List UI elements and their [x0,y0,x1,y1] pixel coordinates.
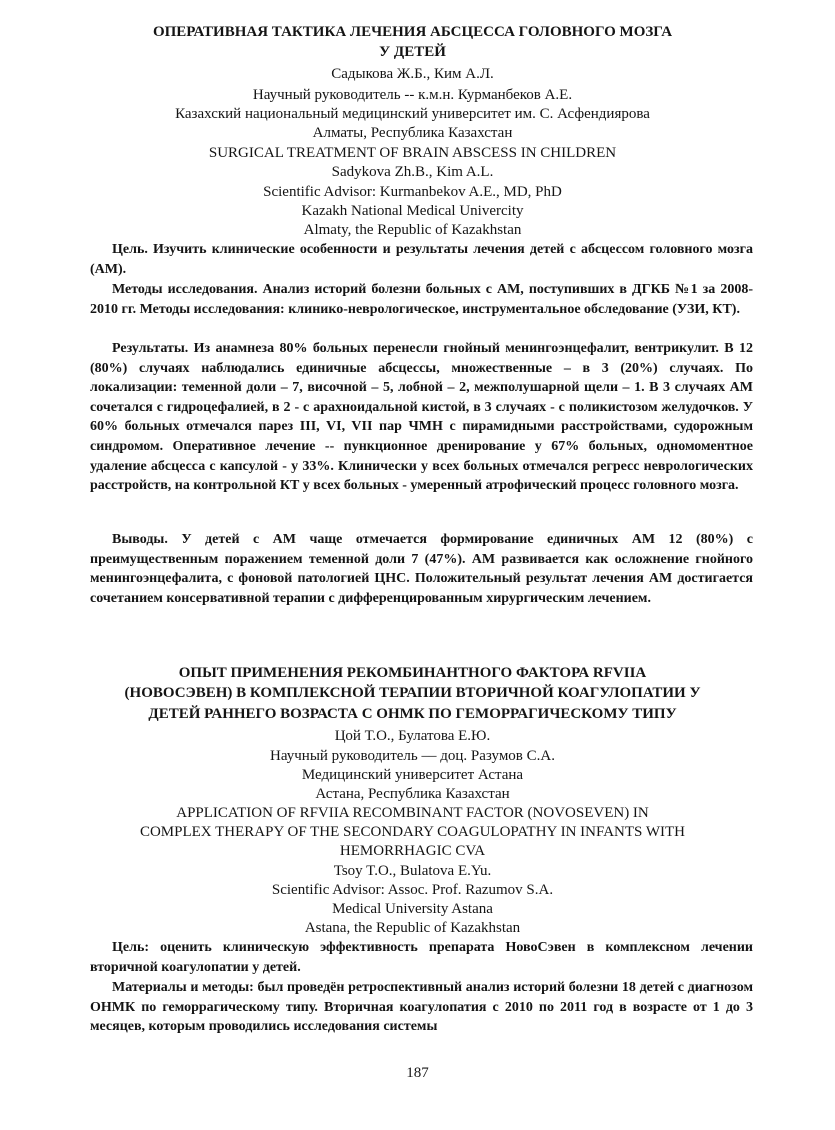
article2-advisor-en: Scientific Advisor: Assoc. Prof. Razumov S.A. [271,882,554,898]
article2-goal-text: Цель: оценить клиническую эффективность препарата НовоСэвен в комплексном лечении вторичной коагулопатии у детей. [90,940,753,975]
article1-title-en: SURGICAL TREATMENT OF BRAIN ABSCESS IN CHILDREN [208,145,617,161]
article2-university-ru: Медицинский университет Астана [301,767,524,783]
article1-city-ru: Алматы, Республика Казахстан [312,125,513,141]
article1-advisor-en: Scientific Advisor: Kurmanbekov A.E., MD, PhD [263,184,562,200]
article2-authors-ru: Цой Т.О., Булатова Е.Ю. [334,728,491,744]
article2-goal-paragraph [90,938,753,977]
article1-authors-en: Sadykova Zh.B., Kim A.L. [331,164,494,180]
article2-advisor-ru: Научный руководитель –– доц. Разумов С.А. [270,748,555,764]
article1-methods-paragraph [90,280,753,319]
article1-results-paragraph [90,339,753,496]
article1-title-line2: У ДЕТЕЙ [379,44,446,60]
article1-title-line1: ОПЕРАТИВНАЯ ТАКТИКА ЛЕЧЕНИЯ АБСЦЕССА ГОЛОВНОГО МОЗГА [152,24,673,40]
article2-university-en: Medical University Astana [332,901,493,917]
article1-authors-ru: Садыкова Ж.Б., Ким А.Л. [331,66,494,82]
article1-goal-paragraph [90,240,753,279]
article2-city-en: Astana, the Republic of Kazakhstan [304,920,521,936]
article2-title-line1: ОПЫТ ПРИМЕНЕНИЯ РЕКОМБИНАНТНОГО ФАКТОРА RFVIIA [178,665,647,681]
article1-goal-text: Цель. Изучить клинические особенности и результаты лечения детей с абсцессом головного мозга (АМ). [90,242,753,277]
article2-title-line3: ДЕТЕЙ РАННЕГО ВОЗРАСТА С ОНМК ПО ГЕМОРРАГИЧЕСКОМУ ТИПУ [148,706,677,722]
article1-methods-text: Методы исследования. Анализ историй болезни больных с АМ, поступивших в ДГКБ №1 за 2008-2010 гг. Методы исследования: клинико-неврологическое, инструментальное обследование (УЗИ, КТ). [90,282,753,317]
article2-authors-en: Tsoy T.O., Bulatova E.Yu. [333,863,492,879]
article2-methods-text: Материалы и методы: был проведён ретроспективный анализ историй болезни 18 детей с диагнозом ОНМК по геморрагическому типу. Вторичная коагулопатия с 2010 по 2011 год в возрасте от 1 до 3 месяцев, которым проводились исследования системы [90,980,753,1035]
page-number: 187 [406,1065,429,1081]
article1-conclusions-paragraph [90,530,753,608]
article1-advisor-ru: Научный руководитель -- к.м.н. Курманбеков А.Е. [252,87,573,103]
article1-results-text: Результаты. Из анамнеза 80% больных перенесли гнойный менингоэнцефалит, вентрикулит. В 12 (80%) случаях наблюдались единичные абсцессы, множественные – в 3 (20%) случаях. По локализации: теменной доли – 7, височной – 5, лобной – 2, межполушарной щели – 1. В 3 случаях АМ сочетался с гидроцефалией, в 2 - с арахноидальной кистой, в 3 случаях - с поликистозом желудочков. У 60% больных отмечался парез III, VI, VII пар ЧМН с пирамидными расстройствами, судорожным синдромом. Оперативное лечение -- пункционное дренирование у 67% больных, одномоментное удаление абсцесса с капсулой - у 33%. Клинически у всех больных отмечался регресс неврологических расстройств, на контрольной КТ у всех больных - умеренный атрофический процесс головного мозга. [90,341,753,494]
article1-city-en: Almaty, the Republic of Kazakhstan [303,222,522,238]
article2-methods-paragraph [90,978,753,1037]
article2-title-en-line1: APPLICATION OF RFVIIA RECOMBINANT FACTOR (NOVOSEVEN) IN [176,805,649,821]
article1-conclusions-text: Выводы. У детей с АМ чаще отмечается формирование единичных АМ 12 (80%) с преимущественным поражением теменной доли 7 (47%). АМ развивается как осложнение гнойного менингоэнцефалита, с фоновой патологией ЦНС. Положительный результат лечения АМ достигается сочетанием консервативной терапии с дифференцированным хирургическим лечением. [90,532,753,606]
article2-title-en-line3: HEMORRHAGIC CVA [339,843,486,859]
article1-university-en: Kazakh National Medical Univercity [301,203,524,219]
article2-city-ru: Астана, Республика Казахстан [315,786,510,802]
article2-title-en-line2: COMPLEX THERAPY OF THE SECONDARY COAGULOPATHY IN INFANTS WITH [139,824,686,840]
article2-title-line2: (НОВОСЭВЕН) В КОМПЛЕКСНОЙ ТЕРАПИИ ВТОРИЧНОЙ КОАГУЛОПАТИИ У [124,685,701,701]
article1-university-ru: Казахский национальный медицинский университет им. С. Асфендиярова [175,106,650,122]
